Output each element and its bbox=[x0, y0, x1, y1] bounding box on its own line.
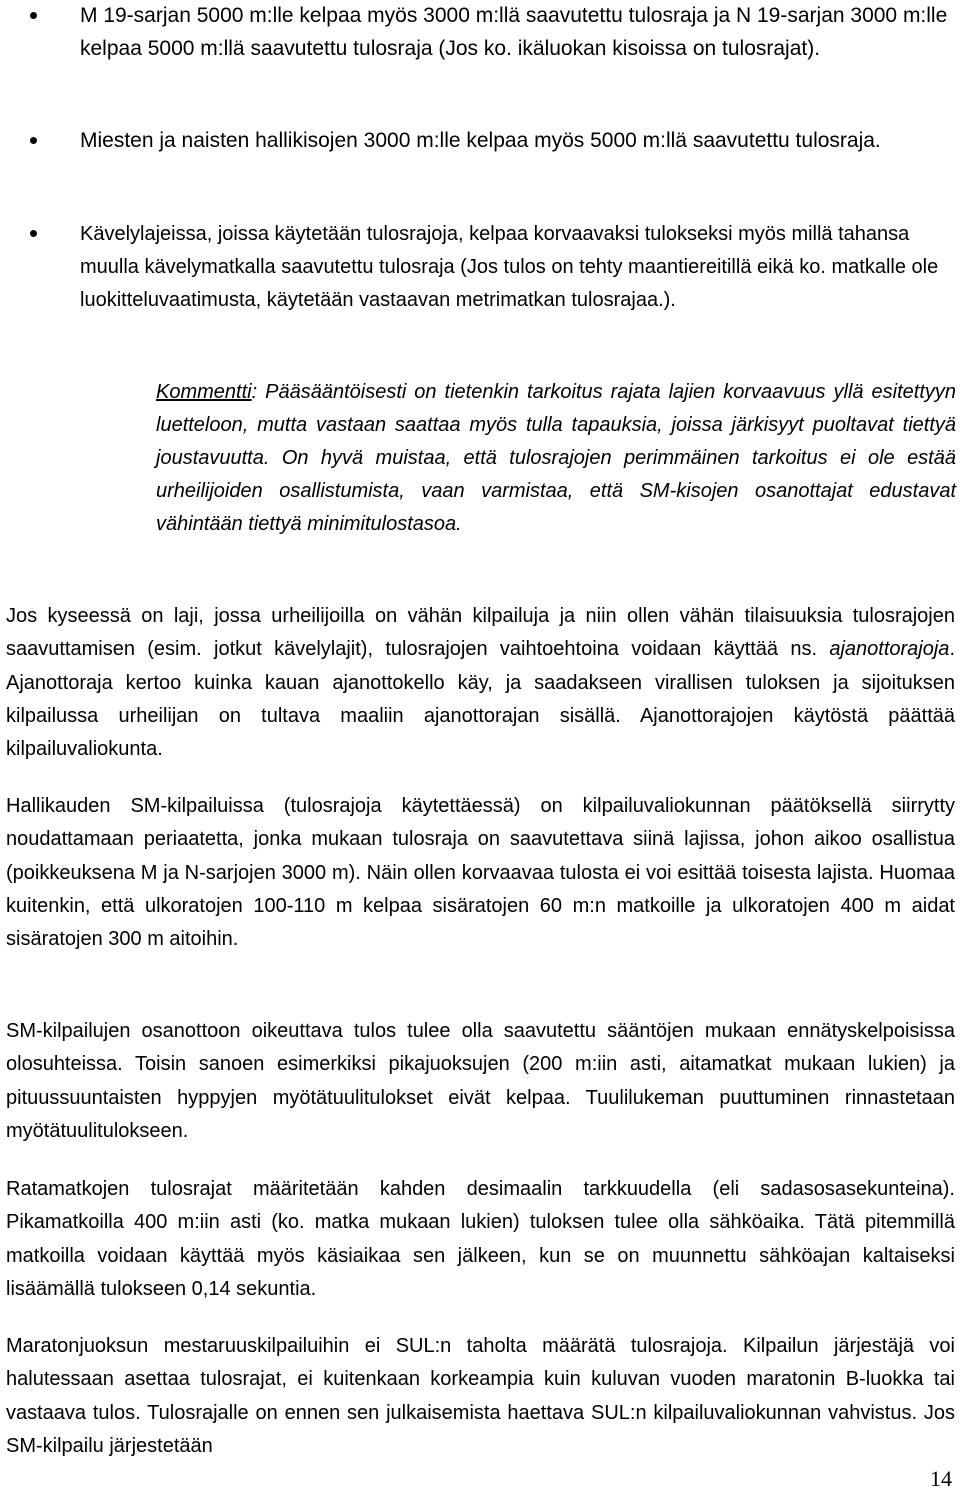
paragraph-marathon: Maratonjuoksun mestaruuskilpailuihin ei SUL:n taholta määrätä tulosrajoja. Kilpailun järjestäjä voi halutessaan asettaa tulosrajat, ei kuitenkaan korkeampia kuin kuluvan vuoden maratonin B-luokka tai vastaava tulos. Tulosrajalle on ennen sen julkaisemista haettava SUL:n kilpailuvaliokunnan vahvistus. Jos SM-kilpailu järjestetään bbox=[6, 1335, 955, 1457]
paragraph-text: . Ajanottoraja kertoo kuinka kauan ajanottokello käy, ja saadakseen virallisen tuloksen ja sijoituksen kilpailussa urheilijan on tultava maaliin ajanottorajan sisällä. Ajanottorajojen käytöstä päättää kilpailuvaliokunta. bbox=[6, 638, 955, 761]
bullet-text: Kävelylajeissa, joissa käytetään tulosrajoja, kelpaa korvaavaksi tulokseksi myös millä tahansa muulla kävelymatkalla saavutettu tulosraja (Jos tulos on tehty maantiereitillä eikä ko. matkalle ole luokitteluvaatimusta, käytetään vastaavan metrimatkan tulosrajaa.). bbox=[80, 223, 939, 311]
paragraph-timing-limits bbox=[6, 600, 955, 766]
comment-text: : Pääsääntöisesti on tietenkin tarkoitus rajata lajien korvaavuus yllä esitettyyn luetteloon, mutta vastaan saattaa myös tulla tapauksia, joissa järkisyyt puoltavat tiettyä joustavuutta. On hyvä muistaa, että tulosrajojen perimmäinen tarkoitus ei ole estää urheilijoiden osallistumista, vaan varmistaa, että SM-kisojen osanottajat edustavat vähintään tiettyä minimitulostasoa. bbox=[156, 381, 956, 535]
emphasis-term: ajanottorajoja bbox=[829, 638, 950, 661]
page-number: 14 bbox=[930, 1466, 952, 1491]
bullet-text: M 19-sarjan 5000 m:lle kelpaa myös 3000 m:llä saavutettu tulosraja ja N 19-sarjan 3000 m:lle kelpaa 5000 m:llä saavutettu tulosraja (Jos ko. ikäluokan kisoissa on tulosrajat). bbox=[80, 4, 948, 60]
paragraph-track-precision: Ratamatkojen tulosrajat määritetään kahden desimaalin tarkkuudella (eli sadasosasekunteina). Pikamatkoilla 400 m:iin asti (ko. matka mukaan lukien) tuloksen tulee olla sähköaika. Tätä pitemmillä matkoilla voidaan käyttää myös käsiaikaa sen jälkeen, kun se on muunnettu sähköajan kaltaiseksi lisäämällä tulokseen 0,14 sekuntia. bbox=[6, 1178, 955, 1300]
bullet-icon bbox=[30, 137, 37, 144]
comment-label: Kommentti bbox=[156, 381, 252, 403]
paragraph-text: Jos kyseessä on laji, jossa urheilijoilla on vähän kilpailuja ja niin ollen vähän tilaisuuksia tulosrajojen saavuttamisen (esim. jotkut kävelylajit), tulosrajojen vaihtoehtoina voidaan käyttää ns. bbox=[6, 605, 955, 661]
bullet-text: Miesten ja naisten hallikisojen 3000 m:lle kelpaa myös 5000 m:llä saavutettu tulosraja. bbox=[80, 129, 881, 152]
comment-block bbox=[156, 376, 956, 541]
bullet-icon bbox=[30, 12, 37, 19]
bullet-icon bbox=[30, 230, 37, 237]
paragraph-record-conditions: SM-kilpailujen osanottoon oikeuttava tulos tulee olla saavutettu sääntöjen mukaan ennätyskelpoisissa olosuhteissa. Toisin sanoen esimerkiksi pikajuoksujen (200 m:iin asti, aitamatkat mukaan lukien) ja pituussuuntaisten hyppyjen myötätuulitulokset eivät kelpaa. Tuulilukeman puuttuminen rinnastetaan myötätuulitulokseen. bbox=[6, 1020, 955, 1142]
paragraph-indoor-season: Hallikauden SM-kilpailuissa (tulosrajoja käytettäessä) on kilpailuvaliokunnan päätöksellä siirrytty noudattamaan periaatetta, jonka mukaan tulosraja on saavutettava siinä lajissa, johon aikoo osallistua (poikkeuksena M ja N-sarjojen 3000 m). Näin ollen korvaavaa tulosta ei voi esittää toisesta lajista. Huomaa kuitenkin, että ulkoratojen 100-110 m kelpaa sisäratojen 60 m:n matkoille ja ulkoratojen 400 m aidat sisäratojen 300 m aitoihin. bbox=[6, 795, 955, 951]
